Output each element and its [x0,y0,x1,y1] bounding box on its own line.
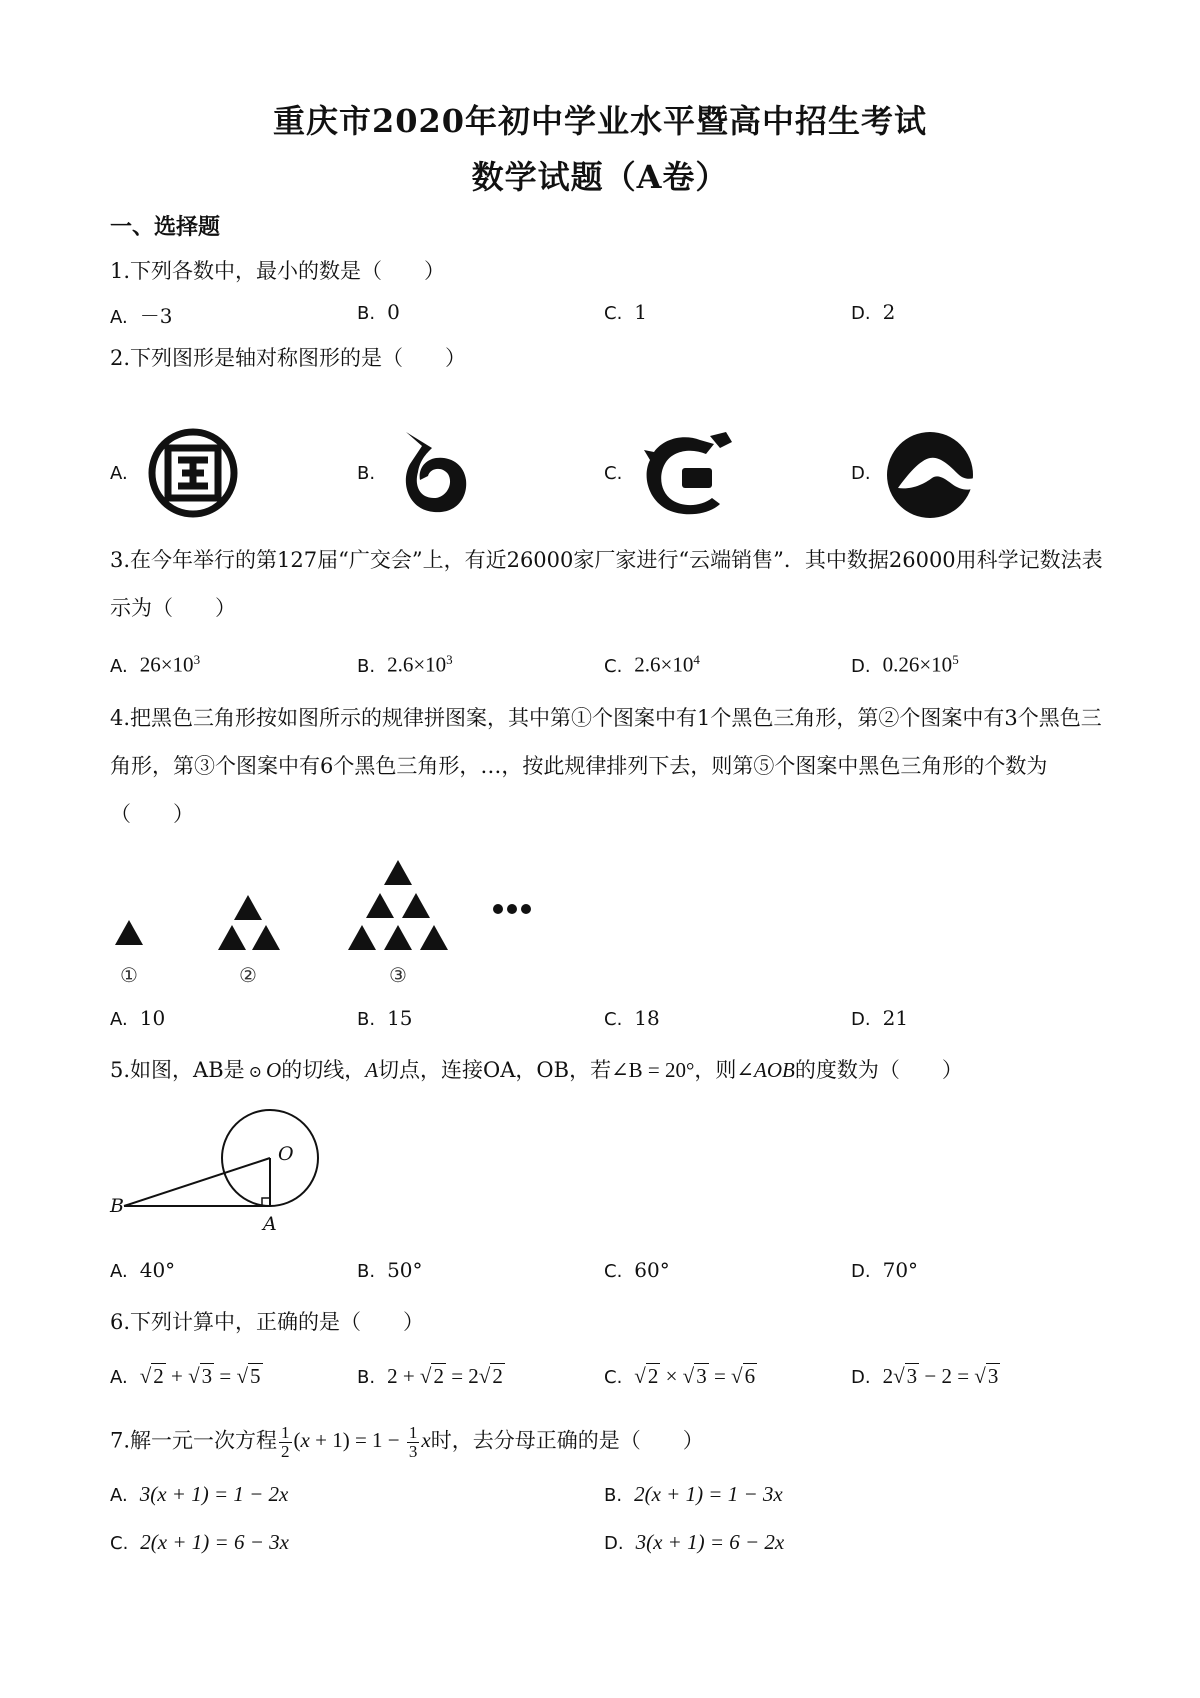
q6-option-c[interactable]: C. √2 × √3 = √6 [604,1364,756,1388]
question-4-stem: 4.把黑色三角形按如图所示的规律拼图案，其中第①个图案中有1个黑色三角形，第②个图案中有3个黑色三角形，第③个图案中有6个黑色三角形，…，按此规律排列下去，则第⑤个图案中黑色三角形的个数为（ ） [110,706,1102,826]
pattern-3-triangle [348,925,376,950]
q3-option-b[interactable]: B. $2.6\times 10^3$ [357,652,453,677]
bank-logo-c [640,430,740,520]
q5-option-d[interactable]: D. 70° [851,1258,919,1282]
question-2-stem: 2.下列图形是轴对称图形的是（ ） [110,346,467,370]
pattern-2-triangle [218,925,246,950]
q3-option-d[interactable]: D. $0.26\times 10^5$ [851,652,959,677]
question-7-stem: 7.解一元一次方程 $\frac{1}{2}$ (x + 1) = 1 − $\frac{1}{3}$ x时，去分母正确的是（ ） [110,1423,704,1461]
pattern-3-triangle [402,893,430,918]
q5-option-a[interactable]: A. 40° [110,1258,176,1282]
bank-logo-a [148,428,238,518]
pattern-3-triangle [420,925,448,950]
pattern-1-triangle [115,920,143,945]
question-1-stem: 1.下列各数中，最小的数是（ ） [110,259,446,283]
point-a-label: A [263,1213,277,1235]
q4-option-d[interactable]: D. 21 [851,1006,909,1030]
q5-option-c[interactable]: C. 60° [604,1258,670,1282]
section-heading: 一、选择题 [110,214,221,240]
exam-subtitle: 数学试题（A卷） [471,158,729,196]
q7-option-d[interactable]: D. 3(x + 1) = 6 − 2x [604,1530,785,1554]
bank-logo-b [392,428,472,518]
q1-option-c[interactable]: C. 1 [604,300,648,324]
ellipsis-dot [507,904,517,914]
q4-option-a[interactable]: A. 10 [110,1006,166,1030]
exam-title: 重庆市2020年初中学业水平暨高中招生考试 [272,102,928,140]
segment-ob [124,1158,270,1206]
pattern-3-triangle [384,860,412,885]
q4-option-b[interactable]: B. 15 [357,1006,413,1030]
point-o-label: O [278,1143,294,1165]
pattern-1-label: ① [120,963,138,987]
q1-option-a[interactable]: A. －3 [110,304,173,328]
q6-option-a[interactable]: A. √2 + √3 = √5 [110,1364,261,1388]
pattern-3-triangle [366,893,394,918]
q2-option-d[interactable]: D. [851,463,871,484]
q2-option-b[interactable]: B. [357,463,376,484]
q3-option-a[interactable]: A. $26\times 10^3$ [110,652,201,677]
pattern-2-label: ② [239,963,257,987]
triangle-pattern-figure [110,855,530,985]
pattern-3-label: ③ [389,963,407,987]
q3-option-c[interactable]: C. $2.6\times 10^4$ [604,652,700,677]
ellipsis-dot [493,904,503,914]
q6-option-b[interactable]: B. 2 + √2 = 2√2 [357,1364,503,1388]
q7-option-b[interactable]: B. 2(x + 1) = 1 − 3x [604,1482,783,1506]
question-3-stem: 3.在今年举行的第127届“广交会”上，有近26000家厂家进行“云端销售”．其中数据26000用科学记数法表示为（ ） [110,548,1103,620]
q2-option-c[interactable]: C. [604,463,623,484]
tangent-circle-figure [110,1108,330,1238]
question-5-stem: 5.如图，AB是 ⊙ O的切线，A切点，连接OA，OB，若∠B = 20°，则∠AOB的度数为（ ） [110,1058,963,1082]
q1-option-d[interactable]: D. 2 [851,300,896,324]
q5-option-b[interactable]: B. 50° [357,1258,423,1282]
q6-option-d[interactable]: D. 2√3 − 2 = √3 [851,1364,999,1388]
pattern-3-triangle [384,925,412,950]
q7-option-c[interactable]: C. 2(x + 1) = 6 − 3x [110,1530,289,1554]
pattern-2-triangle [234,895,262,920]
q1-option-b[interactable]: B. 0 [357,300,400,324]
ellipsis-dot [521,904,531,914]
pattern-2-triangle [252,925,280,950]
question-6-stem: 6.下列计算中，正确的是（ ） [110,1310,425,1334]
q7-option-a[interactable]: A. 3(x + 1) = 1 − 2x [110,1482,289,1506]
bank-logo-d [886,430,976,520]
q2-option-a[interactable]: A. [110,463,128,484]
q4-option-c[interactable]: C. 18 [604,1006,660,1030]
point-b-label: B [110,1195,124,1217]
